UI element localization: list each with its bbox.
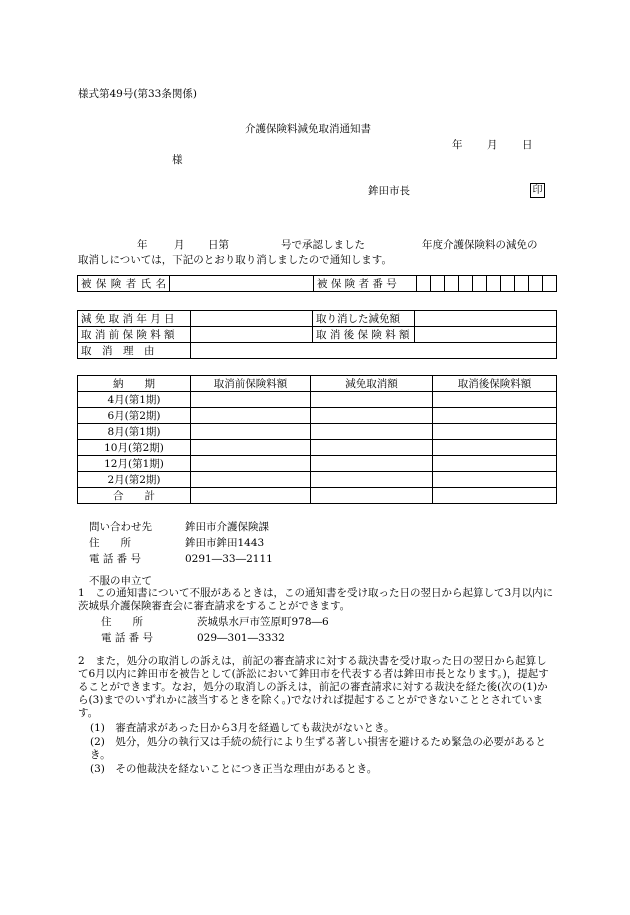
period-after-cell[interactable] — [433, 440, 557, 456]
insured-number-digit[interactable] — [473, 276, 487, 292]
appeal-address-value: 茨城県水戸市笠原町978―6 — [197, 616, 329, 628]
contact-value: 鉾田市介護保険課 — [185, 521, 269, 533]
period-before-cell[interactable] — [191, 424, 311, 440]
cancel-date-field[interactable] — [191, 311, 313, 327]
period-label: 6月(第2期) — [78, 408, 191, 424]
body-year: 年 — [137, 239, 148, 251]
header-before: 取消前保険料額 — [191, 376, 311, 392]
address-value: 鉾田市鉾田1443 — [185, 537, 265, 549]
insured-name-label: 被保険者氏名 — [78, 276, 170, 292]
period-before-cell[interactable] — [191, 408, 311, 424]
cancelled-amount-field[interactable] — [415, 311, 557, 327]
addressee-suffix: 様 — [172, 154, 183, 166]
period-label: 10月(第2期) — [78, 440, 191, 456]
total-label: 合 計 — [78, 488, 191, 504]
phone-value: 0291―33―2111 — [185, 552, 273, 565]
period-row — [78, 392, 557, 408]
total-before-cell[interactable] — [191, 488, 311, 504]
document-title: 介護保険料減免取消通知書 — [245, 123, 371, 135]
total-cancel-cell[interactable] — [311, 488, 433, 504]
period-label: 2月(第2期) — [78, 472, 191, 488]
insured-number-digit[interactable] — [445, 276, 459, 292]
period-row — [78, 456, 557, 472]
insured-number-digit[interactable] — [487, 276, 501, 292]
date-year: 年 — [452, 139, 463, 151]
appeal-item-1: 1 この通知書について不服があるときは，この通知書を受け取った日の翌日から起算して3月以内に茨城県介護保険審査会に審査請求をすることができます。 — [78, 587, 554, 612]
after-amount-label: 取 消 後 保 険 料 額 — [313, 327, 415, 343]
insured-number-digit[interactable] — [431, 276, 445, 292]
period-table — [77, 375, 557, 504]
before-amount-field[interactable] — [191, 327, 313, 343]
period-row — [78, 424, 557, 440]
period-row — [78, 408, 557, 424]
insured-table — [77, 275, 557, 292]
period-row — [78, 472, 557, 488]
cancelled-amount-label: 取り消した減免額 — [313, 311, 415, 327]
insured-number-digit[interactable] — [459, 276, 473, 292]
appeal-address-label: 住 所 — [101, 616, 143, 628]
appeal-phone-value: 029―301―3332 — [197, 631, 285, 644]
appeal-heading: 不服の申立て — [89, 575, 152, 587]
cancel-table — [77, 310, 557, 359]
period-after-cell[interactable] — [433, 408, 557, 424]
contact-label: 問い合わせ先 — [89, 521, 152, 533]
body-line2: 取消しについては，下記のとおり取り消しましたので通知します。 — [78, 254, 392, 266]
date-month: 月 — [487, 139, 498, 151]
period-row — [78, 440, 557, 456]
reason-field[interactable] — [191, 343, 557, 359]
appeal-item-2: 2 また，処分の取消しの訴えは，前記の審査請求に対する裁決書を受け取った日の翌日から起算して6月以内に鉾田市を被告として(訴訟において鉾田市を代表する者は鉾田市長となります。)，提起することができます。なお，処分の取消しの訴えは，前記の審査請求に対する裁決を経た後(次の(1)から(3)までのいずれかに該当するときを除く。)でなければ提起することができないこととされています。 — [78, 655, 549, 719]
period-after-cell[interactable] — [433, 424, 557, 440]
phone-label: 電 話 番 号 — [89, 553, 142, 565]
insured-name-field[interactable] — [170, 276, 314, 292]
insured-number-digit[interactable] — [543, 276, 557, 292]
period-before-cell[interactable] — [191, 440, 311, 456]
period-before-cell[interactable] — [191, 456, 311, 472]
period-cancel-cell[interactable] — [311, 408, 433, 424]
body-number-text: 号で承認しました — [281, 239, 365, 251]
total-after-cell[interactable] — [433, 488, 557, 504]
appeal-sub-2: (2) 処分，処分の執行又は手続の続行により生ずる著しい損害を避けるため緊急の必要があるとき。 — [90, 736, 546, 761]
address-label: 住 所 — [89, 537, 131, 549]
inquiry-block — [89, 519, 273, 567]
cancel-date-label: 減 免 取 消 年 月 日 — [78, 311, 191, 327]
period-cancel-cell[interactable] — [311, 472, 433, 488]
period-after-cell[interactable] — [433, 392, 557, 408]
insured-number-digit[interactable] — [417, 276, 431, 292]
period-cancel-cell[interactable] — [311, 392, 433, 408]
appeal-contact — [101, 614, 329, 646]
body-year-text: 年度介護保険料の減免の — [422, 239, 538, 251]
header-period: 納 期 — [78, 376, 191, 392]
appeal-sub-1: (1) 審査請求があった日から3月を経過しても裁決がないとき。 — [90, 722, 395, 734]
before-amount-label: 取 消 前 保 険 料 額 — [78, 327, 191, 343]
after-amount-field[interactable] — [415, 327, 557, 343]
body-day-prefix: 日第 — [208, 239, 229, 251]
appeal-phone-label: 電 話 番 号 — [101, 632, 154, 644]
period-before-cell[interactable] — [191, 472, 311, 488]
period-before-cell[interactable] — [191, 392, 311, 408]
issuer-name: 鉾田市長 — [368, 185, 410, 197]
insured-number-digit[interactable] — [515, 276, 529, 292]
period-cancel-cell[interactable] — [311, 456, 433, 472]
insured-number-label: 被 保 険 者 番 号 — [314, 276, 417, 292]
period-label: 12月(第1期) — [78, 456, 191, 472]
insured-number-digit[interactable] — [529, 276, 543, 292]
insured-number-digit[interactable] — [501, 276, 515, 292]
form-number: 様式第49号(第33条関係) — [78, 88, 197, 100]
period-after-cell[interactable] — [433, 456, 557, 472]
period-label: 8月(第1期) — [78, 424, 191, 440]
total-row — [78, 488, 557, 504]
period-cancel-cell[interactable] — [311, 440, 433, 456]
body-month: 月 — [174, 239, 185, 251]
appeal-sub-3: (3) その他裁決を経ないことにつき正当な理由があるとき。 — [90, 763, 378, 775]
period-after-cell[interactable] — [433, 472, 557, 488]
date-day: 日 — [522, 139, 533, 151]
period-cancel-cell[interactable] — [311, 424, 433, 440]
seal-mark: 印 — [530, 183, 545, 198]
header-after: 取消後保険料額 — [433, 376, 557, 392]
header-cancel: 減免取消額 — [311, 376, 433, 392]
period-label: 4月(第1期) — [78, 392, 191, 408]
reason-label: 取 消 理 由 — [78, 343, 191, 359]
